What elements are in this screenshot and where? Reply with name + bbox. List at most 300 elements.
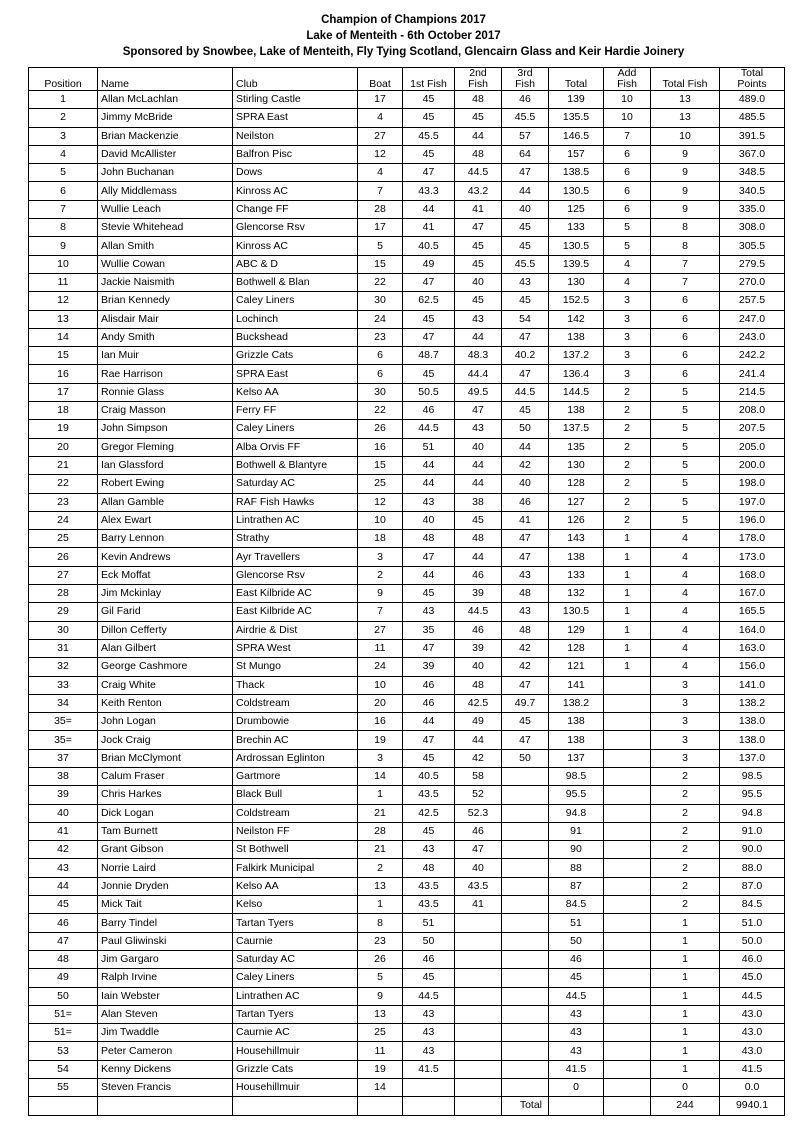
- cell-position: 49: [29, 969, 98, 987]
- cell-total-points: 279.5: [720, 255, 785, 273]
- cell-add-fish: 5: [604, 219, 651, 237]
- cell-total-points: 137.0: [720, 749, 785, 767]
- cell-first-fish: 49: [403, 255, 455, 273]
- cell-first-fish: 45: [403, 365, 455, 383]
- cell-first-fish: 51: [403, 914, 455, 932]
- cell-name: Brian McClymont: [98, 749, 233, 767]
- cell-total-fish: 4: [651, 603, 720, 621]
- cell-name: John Logan: [98, 713, 233, 731]
- cell-club: East Kilbride AC: [233, 603, 358, 621]
- cell-total-points: 197.0: [720, 493, 785, 511]
- cell-add-fish: 2: [604, 420, 651, 438]
- cell-position: 53: [29, 1042, 98, 1060]
- cell-total-points: 308.0: [720, 219, 785, 237]
- cell-add-fish: 1: [604, 566, 651, 584]
- cell-total-fish: 6: [651, 328, 720, 346]
- cell-second-fish: [455, 950, 502, 968]
- cell-total-points: 43.0: [720, 1042, 785, 1060]
- cell-third-fish: 41: [502, 511, 549, 529]
- col-position-bottom: Position: [44, 78, 82, 90]
- cell-add-fish: [604, 950, 651, 968]
- cell-third-fish: 42: [502, 658, 549, 676]
- cell-total-fish: 3: [651, 713, 720, 731]
- cell-name: Norrie Laird: [98, 859, 233, 877]
- cell-boat: 27: [358, 127, 403, 145]
- cell-name: Jim Twaddle: [98, 1024, 233, 1042]
- cell-second-fish: 44: [455, 127, 502, 145]
- cell-total-points: 138.0: [720, 731, 785, 749]
- table-row: [29, 1024, 785, 1042]
- cell-total-points: 198.0: [720, 475, 785, 493]
- footer-pad-4: [358, 1097, 403, 1115]
- cell-name: Steven Francis: [98, 1079, 233, 1097]
- cell-total-points: 214.5: [720, 383, 785, 401]
- cell-add-fish: 6: [604, 145, 651, 163]
- table-row: [29, 493, 785, 511]
- cell-third-fish: 57: [502, 127, 549, 145]
- cell-boat: 10: [358, 511, 403, 529]
- cell-total: 130: [549, 273, 604, 291]
- cell-boat: 27: [358, 621, 403, 639]
- cell-second-fish: 46: [455, 822, 502, 840]
- cell-first-fish: 47: [403, 731, 455, 749]
- footer-total-fish: 244: [651, 1097, 720, 1115]
- cell-total-fish: 13: [651, 109, 720, 127]
- cell-position: 34: [29, 694, 98, 712]
- cell-third-fish: 47: [502, 676, 549, 694]
- cell-first-fish: 45: [403, 109, 455, 127]
- col-total-points: [720, 68, 785, 91]
- cell-second-fish: [455, 1005, 502, 1023]
- cell-second-fish: [455, 914, 502, 932]
- cell-add-fish: 2: [604, 475, 651, 493]
- cell-name: Calum Fraser: [98, 767, 233, 785]
- cell-total-points: 489.0: [720, 91, 785, 109]
- cell-name: Ralph Irvine: [98, 969, 233, 987]
- cell-first-fish: 45: [403, 145, 455, 163]
- cell-second-fish: 45: [455, 237, 502, 255]
- cell-position: 37: [29, 749, 98, 767]
- cell-boat: 2: [358, 859, 403, 877]
- cell-total: 129: [549, 621, 604, 639]
- cell-club: Kinross AC: [233, 237, 358, 255]
- cell-second-fish: 44.5: [455, 164, 502, 182]
- footer-pad-7: [549, 1097, 604, 1115]
- cell-add-fish: 3: [604, 310, 651, 328]
- cell-add-fish: [604, 749, 651, 767]
- col-first-fish: [403, 68, 455, 91]
- cell-total: 128: [549, 639, 604, 657]
- cell-total-fish: 2: [651, 822, 720, 840]
- cell-add-fish: [604, 859, 651, 877]
- cell-total-points: 163.0: [720, 639, 785, 657]
- table-row: [29, 365, 785, 383]
- cell-total-points: 340.5: [720, 182, 785, 200]
- cell-position: 44: [29, 877, 98, 895]
- cell-add-fish: 1: [604, 530, 651, 548]
- cell-total: 0: [549, 1079, 604, 1097]
- cell-boat: 7: [358, 182, 403, 200]
- cell-third-fish: [502, 932, 549, 950]
- cell-total-fish: 5: [651, 438, 720, 456]
- col-total-points-top: Total: [740, 67, 764, 79]
- cell-second-fish: [455, 1079, 502, 1097]
- cell-total-fish: 2: [651, 804, 720, 822]
- cell-name: Allan Smith: [98, 237, 233, 255]
- cell-boat: 2: [358, 566, 403, 584]
- cell-position: 47: [29, 932, 98, 950]
- cell-total-fish: 6: [651, 310, 720, 328]
- cell-total-points: 87.0: [720, 877, 785, 895]
- cell-club: Tartan Tyers: [233, 914, 358, 932]
- cell-club: Glencorse Rsv: [233, 219, 358, 237]
- cell-name: Stevie Whitehead: [98, 219, 233, 237]
- cell-boat: 26: [358, 420, 403, 438]
- cell-third-fish: [502, 969, 549, 987]
- cell-boat: 12: [358, 145, 403, 163]
- cell-total-fish: 5: [651, 402, 720, 420]
- cell-add-fish: 1: [604, 603, 651, 621]
- table-row: [29, 1079, 785, 1097]
- cell-total: 95.5: [549, 786, 604, 804]
- cell-position: 26: [29, 548, 98, 566]
- cell-total: 133: [549, 219, 604, 237]
- cell-boat: 1: [358, 786, 403, 804]
- cell-total: 138: [549, 402, 604, 420]
- cell-total-fish: 3: [651, 694, 720, 712]
- table-row: [29, 145, 785, 163]
- cell-add-fish: [604, 822, 651, 840]
- cell-total-fish: 9: [651, 200, 720, 218]
- cell-third-fish: 44.5: [502, 383, 549, 401]
- cell-boat: 15: [358, 255, 403, 273]
- cell-club: Glencorse Rsv: [233, 566, 358, 584]
- cell-second-fish: 48: [455, 676, 502, 694]
- cell-position: 17: [29, 383, 98, 401]
- cell-first-fish: 41: [403, 219, 455, 237]
- cell-name: John Simpson: [98, 420, 233, 438]
- cell-third-fish: 47: [502, 731, 549, 749]
- cell-add-fish: [604, 676, 651, 694]
- cell-position: 29: [29, 603, 98, 621]
- cell-add-fish: [604, 987, 651, 1005]
- col-boat: [358, 68, 403, 91]
- cell-name: Alisdair Mair: [98, 310, 233, 328]
- cell-boat: 5: [358, 237, 403, 255]
- cell-club: Alba Orvis FF: [233, 438, 358, 456]
- cell-total: 128: [549, 475, 604, 493]
- cell-first-fish: 47: [403, 548, 455, 566]
- footer-pad-2: [98, 1097, 233, 1115]
- cell-boat: 24: [358, 658, 403, 676]
- cell-total-points: 167.0: [720, 585, 785, 603]
- col-name: [98, 68, 233, 91]
- cell-second-fish: [455, 932, 502, 950]
- cell-boat: 28: [358, 200, 403, 218]
- cell-second-fish: 45: [455, 109, 502, 127]
- cell-name: Jim Gargaro: [98, 950, 233, 968]
- cell-total-points: 51.0: [720, 914, 785, 932]
- col-add-fish-top: Add: [617, 67, 637, 79]
- cell-add-fish: [604, 713, 651, 731]
- table-row: [29, 786, 785, 804]
- cell-name: Peter Cameron: [98, 1042, 233, 1060]
- cell-second-fish: 43: [455, 420, 502, 438]
- cell-boat: 9: [358, 987, 403, 1005]
- cell-club: Ardrossan Eglinton: [233, 749, 358, 767]
- cell-club: St Bothwell: [233, 841, 358, 859]
- cell-club: Tartan Tyers: [233, 1005, 358, 1023]
- cell-position: 42: [29, 841, 98, 859]
- cell-third-fish: 40.2: [502, 347, 549, 365]
- cell-total: 142: [549, 310, 604, 328]
- cell-first-fish: 50.5: [403, 383, 455, 401]
- cell-second-fish: [455, 969, 502, 987]
- cell-boat: 19: [358, 1060, 403, 1078]
- cell-name: Wullie Leach: [98, 200, 233, 218]
- cell-total: 138.2: [549, 694, 604, 712]
- cell-first-fish: 43.3: [403, 182, 455, 200]
- cell-second-fish: 44: [455, 456, 502, 474]
- cell-boat: 16: [358, 438, 403, 456]
- cell-position: 23: [29, 493, 98, 511]
- cell-total-points: 138.2: [720, 694, 785, 712]
- cell-first-fish: 47: [403, 639, 455, 657]
- cell-second-fish: 47: [455, 841, 502, 859]
- cell-total-fish: 7: [651, 255, 720, 273]
- cell-total-fish: 6: [651, 292, 720, 310]
- table-row: [29, 91, 785, 109]
- cell-club: Kelso AA: [233, 877, 358, 895]
- cell-club: Caley Liners: [233, 292, 358, 310]
- table-row: [29, 767, 785, 785]
- cell-third-fish: [502, 804, 549, 822]
- cell-boat: 7: [358, 603, 403, 621]
- cell-total-fish: 1: [651, 1060, 720, 1078]
- cell-name: Ally Middlemass: [98, 182, 233, 200]
- cell-club: Gartmore: [233, 767, 358, 785]
- results-table: [28, 67, 785, 1116]
- cell-third-fish: 45.5: [502, 255, 549, 273]
- cell-second-fish: 52.3: [455, 804, 502, 822]
- cell-third-fish: [502, 786, 549, 804]
- cell-total: 144.5: [549, 383, 604, 401]
- cell-total: 84.5: [549, 896, 604, 914]
- cell-boat: 22: [358, 273, 403, 291]
- cell-add-fish: 4: [604, 255, 651, 273]
- cell-total-fish: 5: [651, 383, 720, 401]
- cell-position: 20: [29, 438, 98, 456]
- cell-position: 50: [29, 987, 98, 1005]
- cell-third-fish: [502, 767, 549, 785]
- cell-boat: 23: [358, 328, 403, 346]
- cell-total: 50: [549, 932, 604, 950]
- cell-add-fish: 6: [604, 164, 651, 182]
- cell-first-fish: 47: [403, 164, 455, 182]
- col-add-fish: [604, 68, 651, 91]
- cell-first-fish: 48: [403, 859, 455, 877]
- cell-add-fish: [604, 841, 651, 859]
- footer-total-points: 9940.1: [720, 1097, 785, 1115]
- document-header: [28, 12, 779, 60]
- cell-position: 5: [29, 164, 98, 182]
- cell-third-fish: 44: [502, 182, 549, 200]
- table-row: [29, 292, 785, 310]
- cell-total: 46: [549, 950, 604, 968]
- cell-total-fish: 1: [651, 1024, 720, 1042]
- cell-name: Dillon Cefferty: [98, 621, 233, 639]
- cell-first-fish: 45: [403, 969, 455, 987]
- cell-name: Mick Tait: [98, 896, 233, 914]
- cell-name: George Cashmore: [98, 658, 233, 676]
- table-row: [29, 804, 785, 822]
- cell-total-fish: 2: [651, 841, 720, 859]
- cell-position: 35=: [29, 713, 98, 731]
- cell-position: 2: [29, 109, 98, 127]
- cell-name: Paul Gliwinski: [98, 932, 233, 950]
- cell-add-fish: 7: [604, 127, 651, 145]
- cell-first-fish: 43: [403, 493, 455, 511]
- cell-first-fish: 46: [403, 402, 455, 420]
- cell-third-fish: 40: [502, 200, 549, 218]
- cell-name: Kevin Andrews: [98, 548, 233, 566]
- cell-total-points: 141.0: [720, 676, 785, 694]
- cell-second-fish: 40: [455, 273, 502, 291]
- cell-total-points: 200.0: [720, 456, 785, 474]
- cell-name: Dick Logan: [98, 804, 233, 822]
- cell-name: Jonnie Dryden: [98, 877, 233, 895]
- cell-add-fish: 3: [604, 347, 651, 365]
- cell-second-fish: 43: [455, 310, 502, 328]
- cell-third-fish: 47: [502, 328, 549, 346]
- cell-first-fish: 43: [403, 841, 455, 859]
- cell-add-fish: [604, 767, 651, 785]
- table-body: [29, 91, 785, 1097]
- cell-third-fish: [502, 859, 549, 877]
- cell-club: Grizzle Cats: [233, 347, 358, 365]
- cell-first-fish: 45: [403, 822, 455, 840]
- cell-name: Barry Tindel: [98, 914, 233, 932]
- cell-total-fish: 5: [651, 475, 720, 493]
- table-row: [29, 347, 785, 365]
- cell-add-fish: 6: [604, 182, 651, 200]
- cell-total-points: 90.0: [720, 841, 785, 859]
- cell-total-fish: 4: [651, 621, 720, 639]
- table-row: [29, 511, 785, 529]
- cell-third-fish: 48: [502, 585, 549, 603]
- cell-total-fish: 9: [651, 182, 720, 200]
- cell-third-fish: 45.5: [502, 109, 549, 127]
- cell-position: 1: [29, 91, 98, 109]
- cell-boat: 20: [358, 694, 403, 712]
- cell-third-fish: 45: [502, 402, 549, 420]
- cell-add-fish: [604, 1024, 651, 1042]
- table-row: [29, 658, 785, 676]
- cell-club: SPRA East: [233, 365, 358, 383]
- cell-club: Coldstream: [233, 804, 358, 822]
- cell-total-fish: 1: [651, 1005, 720, 1023]
- cell-total: 138: [549, 731, 604, 749]
- cell-club: Househillmuir: [233, 1042, 358, 1060]
- col-third-fish: [502, 68, 549, 91]
- col-total-fish: [651, 68, 720, 91]
- cell-boat: 8: [358, 914, 403, 932]
- cell-club: Coldstream: [233, 694, 358, 712]
- cell-club: Dows: [233, 164, 358, 182]
- cell-name: Alex Ewart: [98, 511, 233, 529]
- cell-add-fish: 1: [604, 639, 651, 657]
- cell-name: Craig White: [98, 676, 233, 694]
- cell-first-fish: 44.5: [403, 420, 455, 438]
- cell-first-fish: 45: [403, 749, 455, 767]
- cell-first-fish: 46: [403, 694, 455, 712]
- cell-third-fish: 46: [502, 493, 549, 511]
- cell-club: Airdrie & Dist: [233, 621, 358, 639]
- cell-name: Alan Steven: [98, 1005, 233, 1023]
- cell-second-fish: 44: [455, 475, 502, 493]
- cell-club: Kelso: [233, 896, 358, 914]
- cell-position: 21: [29, 456, 98, 474]
- cell-position: 40: [29, 804, 98, 822]
- cell-total: 157: [549, 145, 604, 163]
- cell-club: Brechin AC: [233, 731, 358, 749]
- cell-position: 46: [29, 914, 98, 932]
- cell-position: 9: [29, 237, 98, 255]
- cell-total-points: 205.0: [720, 438, 785, 456]
- cell-boat: 21: [358, 841, 403, 859]
- table-row: [29, 273, 785, 291]
- cell-first-fish: 42.5: [403, 804, 455, 822]
- cell-total: 135.5: [549, 109, 604, 127]
- cell-club: Lintrathen AC: [233, 987, 358, 1005]
- cell-third-fish: [502, 1005, 549, 1023]
- cell-total: 45: [549, 969, 604, 987]
- cell-total-points: 257.5: [720, 292, 785, 310]
- cell-boat: 30: [358, 292, 403, 310]
- cell-third-fish: 47: [502, 164, 549, 182]
- cell-total-points: 88.0: [720, 859, 785, 877]
- cell-total-fish: 2: [651, 859, 720, 877]
- header-row: [29, 68, 785, 91]
- cell-add-fish: [604, 969, 651, 987]
- table-row: [29, 585, 785, 603]
- cell-boat: 6: [358, 347, 403, 365]
- cell-third-fish: [502, 896, 549, 914]
- cell-third-fish: 49.7: [502, 694, 549, 712]
- cell-third-fish: [502, 841, 549, 859]
- cell-total: 121: [549, 658, 604, 676]
- cell-club: SPRA East: [233, 109, 358, 127]
- cell-total: 41.5: [549, 1060, 604, 1078]
- cell-position: 25: [29, 530, 98, 548]
- cell-third-fish: 47: [502, 365, 549, 383]
- cell-club: Falkirk Municipal: [233, 859, 358, 877]
- cell-club: Black Bull: [233, 786, 358, 804]
- cell-first-fish: 43.5: [403, 786, 455, 804]
- cell-name: Tam Burnett: [98, 822, 233, 840]
- cell-total-fish: 4: [651, 530, 720, 548]
- cell-second-fish: 48.3: [455, 347, 502, 365]
- table-row: [29, 420, 785, 438]
- cell-add-fish: 4: [604, 273, 651, 291]
- cell-boat: 17: [358, 219, 403, 237]
- cell-second-fish: 47: [455, 402, 502, 420]
- cell-add-fish: 2: [604, 493, 651, 511]
- footer-pad-3: [233, 1097, 358, 1115]
- cell-position: 39: [29, 786, 98, 804]
- cell-add-fish: 2: [604, 511, 651, 529]
- cell-total-points: 196.0: [720, 511, 785, 529]
